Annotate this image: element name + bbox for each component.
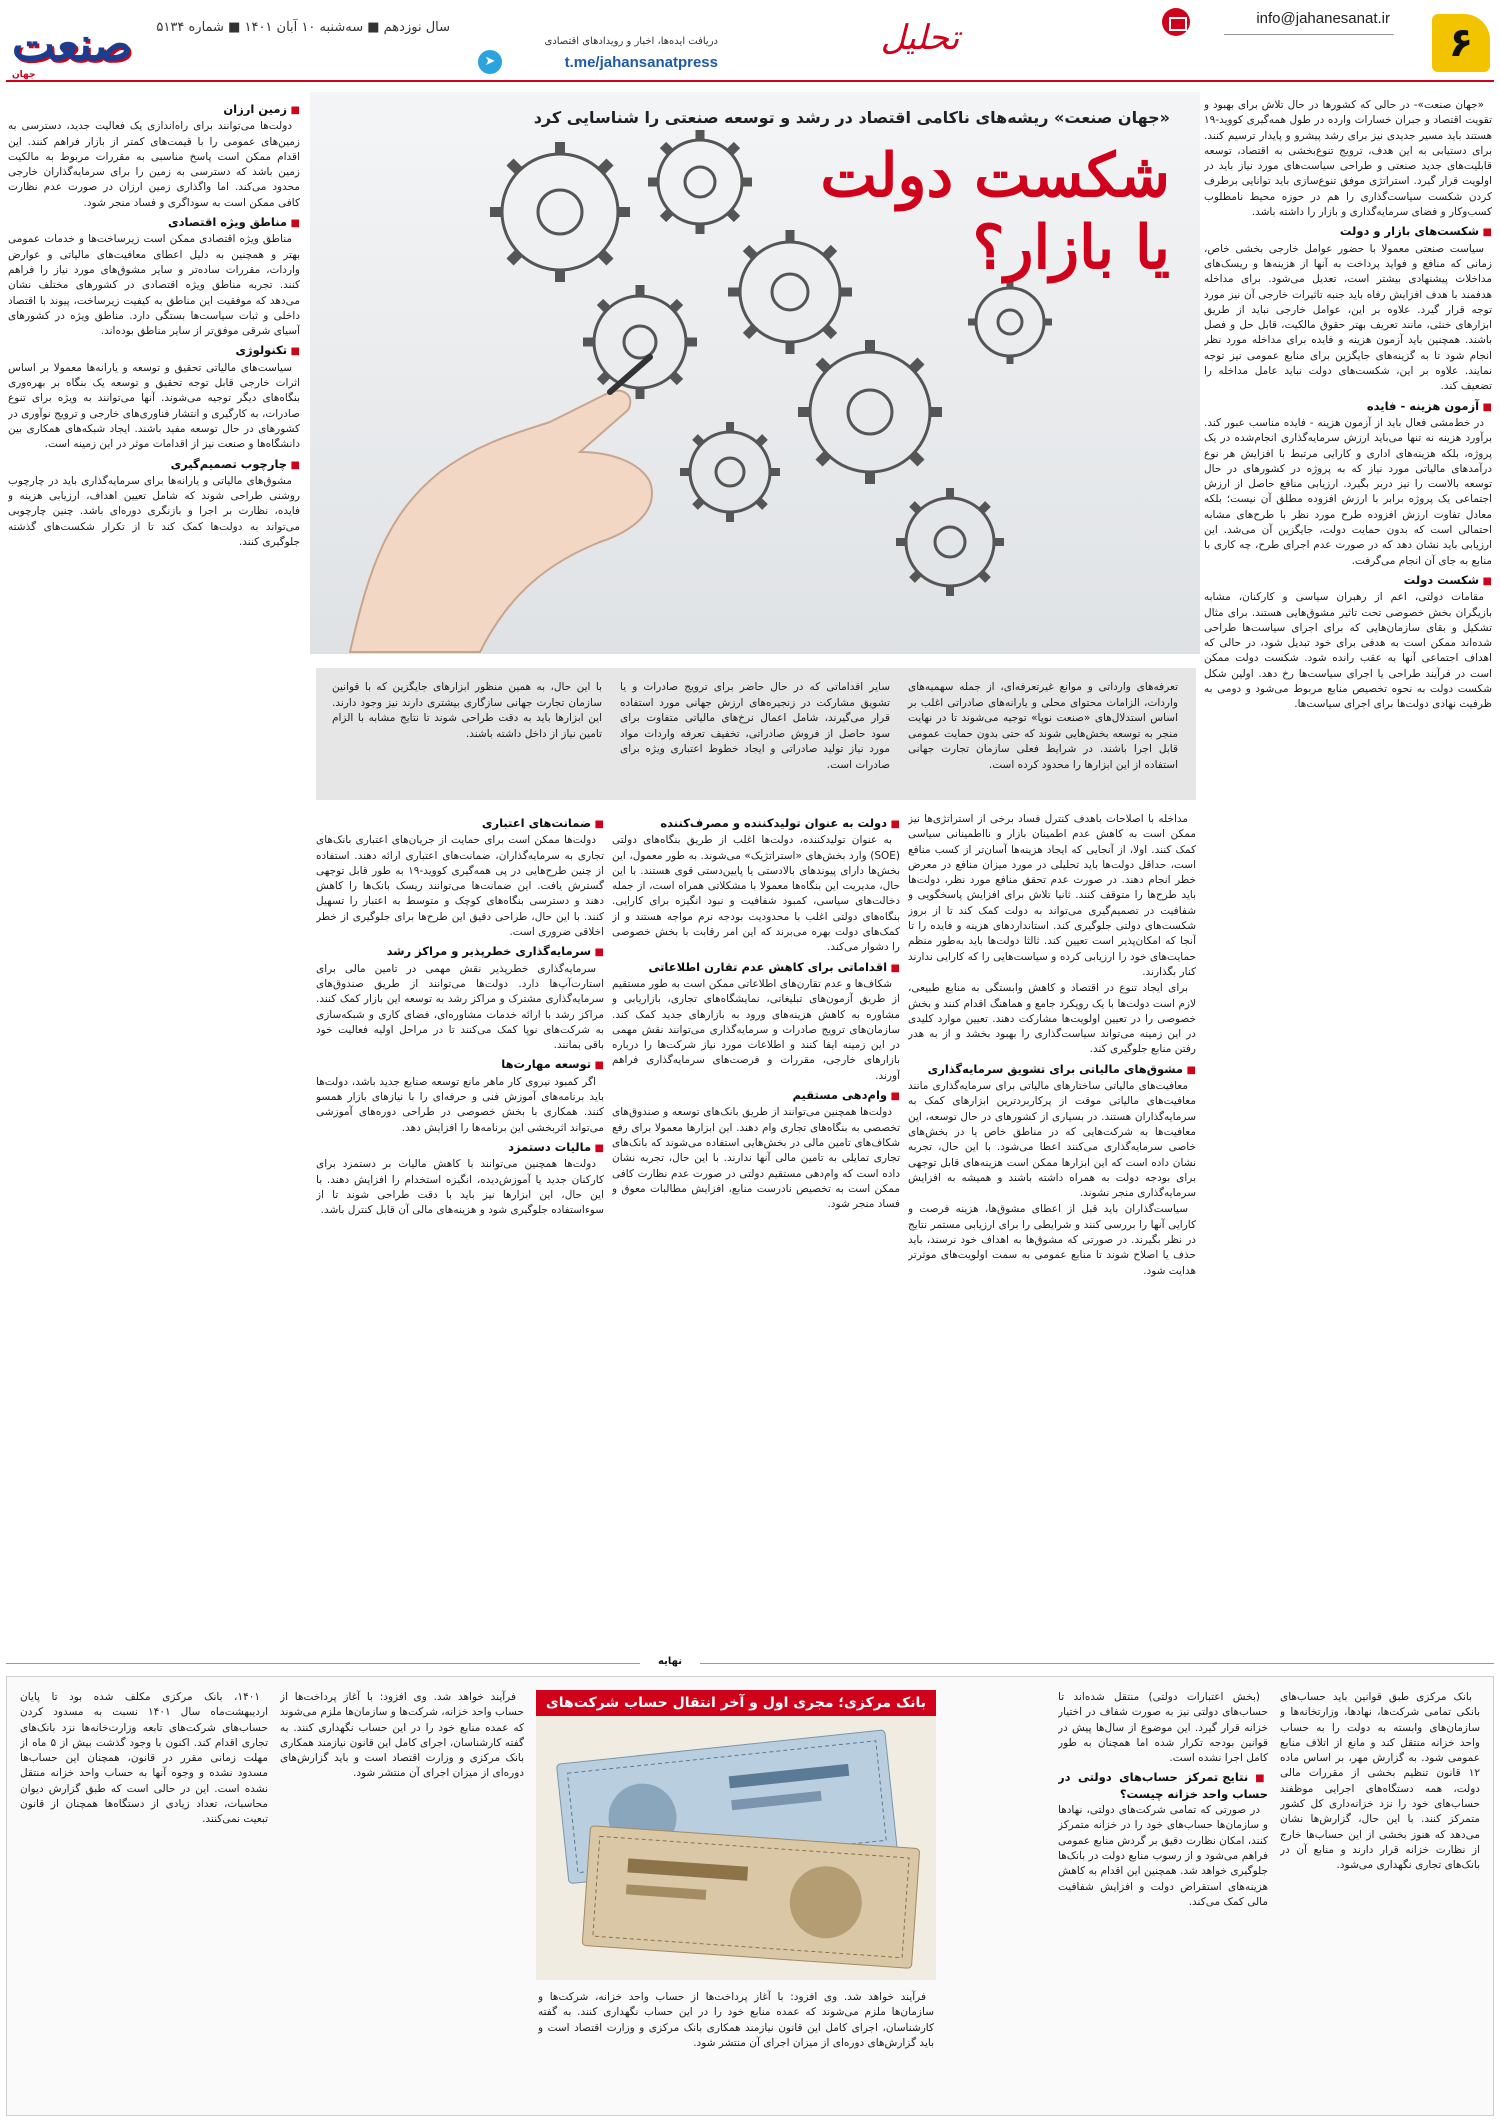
paragraph: فرآیند خواهد شد. وی افزود: با آغاز پرداخت‌ها از حساب واحد خزانه، شرکت‌ها و سازمان‌ها ملزم می‌شوند که عمده منابع خود را در این حساب نگهداری کنند. به گفته کارشناسان، اجرای کامل این قانون نیازمند همکاری بانک مرکزی و وزارت اقتصاد است و باید گزارش‌های دوره‌ای از میزان اجرای آن منتشر شود.	[280, 1691, 524, 1780]
paragraph: مشوق‌های مالیاتی و یارانه‌ها برای سرمایه‌گذاری باید در چارچوب روشنی طراحی شوند که شامل تعیین اهداف، ارزیابی هزینه و فایده، نظارت بر اجرا و بازنگری دوره‌ای باشد. چنین چارچوبی می‌تواند به دولت‌ها کمک کند تا از تکرار شکست‌های گذشته جلوگیری کنند.	[8, 474, 300, 549]
paragraph: اگر کمبود نیروی کار ماهر مانع توسعه صنایع جدید باشد، دولت‌ها باید برنامه‌های آموزش فنی و حرفه‌ای را با نیازهای بازار همسو کنند. همکاری با بخش خصوصی در طراحی دوره‌های آموزشی می‌تواند اثربخشی این برنامه‌ها را افزایش دهد.	[316, 1075, 604, 1134]
headline-line-1: شکست دولت	[820, 141, 1170, 211]
subheading: ■ آزمون هزینه - فایده	[1204, 399, 1492, 415]
paragraph: سیاست صنعتی معمولا با حضور عوامل خارجی بخشی خاص، زمانی که منافع و فواید پرداخت به آنها از هزینه‌ها و ریسک‌های مداخلات پیشنهادی بیشتر است، تعدیل می‌شود. برای مداخله هدفمند با هدف افزایش رفاه باید جنبه تاثیرات خارجی آن نیز مورد توجه قرار گیرد. علاوه بر این، عوامل خارجی نباید از طریق ابزارهای خنثی، مانند تعریف بهتر حقوق مالکیت، قابل حل و فصل باشند. همچنین باید آزمون هزینه و فایده برای مداخله مورد نظر انجام شود تا به گزینه‌های جایگزین برای منابع عمومی نیز توجه نمایند. علاوه بر این، شکست‌های دولت نباید عامل مداخله را تضعیف کند.	[1204, 242, 1492, 393]
paragraph: سیاست‌گذاران باید قبل از اعطای مشوق‌ها، هزینه فرصت و کارایی آنها را بررسی کنند و شرایطی را برای ارزیابی مستمر نتایج در نظر بگیرند. در صورتی که مشوق‌ها به اهداف خود نرسند، باید حذف یا اصلاح شوند تا منابع عمومی به سمت اولویت‌های موثرتر هدایت شود.	[908, 1203, 1196, 1277]
article-column-5	[8, 98, 300, 1646]
paragraph: «جهان صنعت»- در حالی که کشورها در حال تلاش برای بهبود و تقویت اقتصاد و جبران خسارات وارده در طول همه‌گیری کووید-۱۹ هستند باید مسیر جدیدی نیز برای رشد پیشرو و پایدار ترسیم کنند. برای دستیابی به این هدف، ترویج تنوع‌بخشی به اقتصاد، توسعه قابلیت‌های جدید صنعتی و طراحی سیاست‌های مورد نیاز باید در اولویت قرار گیرد. استراتژی موفق تنوع‌سازی باید توانایی برطرف کردن شکست سیاست‌گذاری را هم در حوزه محیط نامطلوب کسب‌وکار و فضای سرمایه‌گذاری و بازار را داشته باشد.	[1204, 99, 1492, 219]
paragraph: دولت‌ها می‌توانند برای راه‌اندازی یک فعالیت جدید، دسترسی به زمین‌های عمومی را با قیمت‌های کمتر از بازار فراهم کنند. این اقدام ممکن است پاسخ مناسبی به مقررات مربوط به مالکیت زمین باشد که دسترسی به زمین را برای سرمایه‌گذاران خارجی محدود می‌کند. اما واگذاری زمین ارزان در صورت عدم نظارت کافی ممکن است به سوداگری و فساد منجر شود.	[8, 120, 300, 209]
newspaper-logo	[8, 16, 136, 80]
subheading: ■ تکنولوژی	[8, 343, 300, 359]
subheading: ■ ضمانت‌های اعتباری	[316, 816, 604, 832]
related-column-5	[20, 1690, 268, 2106]
issue-info: سال نوزدهم ■ سه‌شنبه ۱۰ آبان ۱۴۰۱ ■ شماره ۵۱۳۴	[156, 20, 450, 35]
article-column-2	[908, 812, 1196, 1646]
logo-text: صنعت	[11, 17, 133, 71]
header-rule	[6, 80, 1494, 82]
subheading: ■ نتایج تمرکز حساب‌های دولتی در حساب واحد خزانه چیست؟	[1058, 1770, 1268, 1802]
feature-image	[310, 92, 1200, 654]
subheading: ■ دولت به عنوان تولیدکننده و مصرف‌کننده	[612, 816, 900, 832]
paragraph: دولت‌ها ممکن است برای حمایت از جریان‌های اعتباری بانک‌های تجاری به سرمایه‌گذاران، ضمانت‌های اعتباری ارائه دهند. استفاده از چنین طرح‌هایی در پی همه‌گیری کووید-۱۹ به طور قابل توجهی گسترش یافت. این ضمانت‌ها می‌توانند ریسک بانک‌ها را کاهش دهند و دسترسی بنگاه‌های کوچک و متوسط به اعتبار را تسهیل کنند. با این حال، طراحی دقیق این طرح‌ها برای جلوگیری از خطر اخلاقی ضروری است.	[316, 834, 604, 939]
caption-col-1: تعرفه‌های وارداتی و موانع غیرتعرفه‌ای، از جمله سهمیه‌های واردات، الزامات محتوای محلی و یارانه‌های صادراتی اغلب بر اساس استدلال‌های «صنعت نوپا» توجیه می‌شوند تا در نهایت منجر به توسعه بخش‌هایی شوند که حتی بدون حمایت عمومی قابل اجرا باشند. در شرایط فعلی سازمان تجارت جهانی استفاده از این ابزارها را محدود کرده است.	[908, 681, 1178, 771]
subheading: ■ مشوق‌های مالیاتی برای تشویق سرمایه‌گذاری	[908, 1062, 1196, 1078]
paragraph: شکاف‌ها و عدم تقارن‌های اطلاعاتی ممکن است به طور مستقیم از طریق آزمون‌های تبلیغاتی، نمایشگاه‌های تجاری، بازاریابی و مشاوره به کاهش هزینه‌های ورود به بازارهای جدید کمک کند. سازمان‌های ترویج صادرات و سرمایه‌گذاری می‌توانند نقش مهمی در این زمینه ایفا کنند و اطلاعات مورد نیاز شرکت‌ها را درباره بازارهای خارجی، مقررات و فرصت‌های سرمایه‌گذاری فراهم آورند.	[612, 977, 900, 1082]
paragraph: در خط‌مشی فعال باید از آزمون هزینه - فایده مناسب عبور کند. برآورد هزینه نه تنها می‌باید ارزش سرمایه‌گذاری انجام‌شده در یک پروژه، بلکه هزینه‌های اداری و کارایی مرتبط با افزایش هر نوع درآمدهای مالیاتی مورد نیاز که به پروژه در کشورهای در حال توسعه بالاست را نیز دربر بگیرد. ارزیابی منافع حاصل از ارزش اجتماعی یک پروژه برابر با ارزش افزوده مطلق آن نیست؛ بلکه معادل تفاوت ارزش افزوده طرح مورد نظر با طرح‌های مشابه احتمالی است که بدون حمایت دولت، جایگزین آن می‌شد. این ارزیابی باید نشان دهد که در صورت عدم اجرای طرح، چه کاری با منابع به جای آن انجام می‌گرفت.	[1204, 416, 1492, 567]
subheading: ■ اقداماتی برای کاهش عدم تقارن اطلاعاتی	[612, 960, 900, 976]
logo-subtext: جهان	[12, 70, 36, 80]
page-header	[0, 0, 1500, 86]
email-address[interactable]: info@jahanesanat.ir	[1256, 10, 1390, 27]
paragraph: سیاست‌های مالیاتی تحقیق و توسعه و یارانه‌ها معمولا بر اساس اثرات خارجی قابل توجه تحقیق و توسعه یک بنگاه بر بهره‌وری بنگاه‌های دیگر توجیه می‌شوند. آنها می‌توانند به ویژه برای تنوع صادرات، به کارگیری و انتشار فناوری‌های خارجی و ترویج نوآوری در کشورهای در حال توسعه مفید باشند. ایجاد شبکه‌های همکاری بین دانشگاه‌ها و صنعت نیز از اقدامات موثر در این زمینه است.	[8, 361, 300, 451]
subheading: ■ مناطق ویژه اقتصادی	[8, 215, 300, 231]
headline-line-2: یا بازار؟	[972, 213, 1170, 283]
article-column-4	[316, 812, 604, 1646]
paragraph: مداخله با اصلاحات باهدف کنترل فساد برخی از استراتژی‌ها نیز ممکن است به کاهش عدم اطمینان بازار و نااطمینانی سیاسی کمک کنند. اولا، از آنجایی که ایجاد هزینه‌ها آسان‌تر از کسب منافع است، حداقل دولت‌ها باید تحلیلی در مورد میزان منافع در معرض خطر انجام دهند. در صورت عدم تحقق منافع مورد نظر، دولت‌ها باید طرح‌ها را متوقف کنند. ثانیا تلاش برای افزایش پاسخگویی و شفافیت در تصمیم‌گیری می‌تواند به دولت کمک کند تا از بروز شکست‌های دولتی جلوگیری کند. استانداردهای هزینه و فایده را تا آنجا که امکان‌پذیر است تعیین کند. ثالثا دولت‌ها باید به‌طور منظم حمایت‌های خود را ارزیابی کرده و سیاست‌هایی را که کارایی ندارند کنار بگذارند.	[908, 813, 1196, 978]
subheading: ■ وام‌دهی مستقیم	[612, 1088, 900, 1104]
telegram-icon: ➤	[478, 50, 502, 74]
article-column-3	[612, 812, 900, 1646]
caption-col-2: سایر اقداماتی که در حال حاضر برای ترویج صادرات و یا تشویق مشارکت در زنجیره‌های ارزش جهانی مورد استفاده قرار می‌گیرند، شامل اعمال نرخ‌های مالیاتی متفاوت برای سود حاصل از فروش صادراتی، تخفیف تعرفه واردات مواد مورد نیاز تولید صادراتی و ایجاد خطوط اعتباری ویژه برای صادرات است.	[620, 681, 890, 771]
paragraph: فرآیند خواهد شد. وی افزود: با آغاز پرداخت‌ها از حساب واحد خزانه، شرکت‌ها و سازمان‌ها ملزم می‌شوند که عمده منابع خود را در این حساب نگهداری کنند. به گفته کارشناسان، اجرای کامل این قانون نیازمند همکاری بانک مرکزی و وزارت اقتصاد است و باید گزارش‌های دوره‌ای از میزان اجرای آن منتشر شود.	[538, 1991, 934, 2049]
paragraph: به عنوان تولیدکننده، دولت‌ها اغلب از طریق بنگاه‌های دولتی (SOE) وارد بخش‌های «استراتژیک» می‌شوند. به طور معمول، این بخش‌ها دارای پیوندهای بالادستی یا پایین‌دستی قوی هستند. با این حال، مدیریت این بنگاه‌ها معمولا با مشکلاتی همراه است، از جمله دخالت‌های سیاسی، کمبود شفافیت و نبود انگیزه برای کارایی. بنگاه‌های دولتی اغلب با محدودیت بودجه نرم مواجه هستند و از کمک‌های دولت بهره می‌برند که این امر رقابت با بخش خصوصی را دشوار می‌کند.	[612, 834, 900, 954]
related-column-3	[538, 1990, 934, 2106]
paragraph: معافیت‌های مالیاتی ساختارهای مالیاتی برای سرمایه‌گذاری مانند معافیت‌های مالیاتی موقت از پرکاربردترین ابزارهای کمک به سرمایه‌گذاران هستند. در بسیاری از کشورهای در حال توسعه، این معافیت‌ها به شرکت‌هایی که در مناطق خاص یا در بخش‌های خاصی سرمایه‌گذاری می‌کنند اعطا می‌شود. با این حال، تجربه نشان داده است که این ابزارها ممکن است هزینه‌های قابل توجهی برای بودجه دولت به همراه داشته باشند و همیشه به افزایش سرمایه‌گذاری منجر نشوند.	[908, 1080, 1196, 1200]
related-column-4	[280, 1690, 524, 2106]
paragraph: سرمایه‌گذاری خطرپذیر نقش مهمی در تامین مالی برای استارت‌آپ‌ها دارد. دولت‌ها می‌توانند از طریق صندوق‌های سرمایه‌گذاری مشترک و مراکز رشد به توسعه این بازار کمک کنند. مراکز رشد با ارائه خدمات مشاوره‌ای، فضای کاری و شبکه‌سازی به شرکت‌های نوپا کمک می‌کنند تا در مراحل اولیه فعالیت خود باقی بمانند.	[316, 962, 604, 1052]
subheading: ■ زمین ارزان	[8, 102, 300, 118]
related-photo	[536, 1690, 936, 1980]
article-column-1	[1204, 98, 1492, 1646]
paragraph: مقامات دولتی، اعم از رهبران سیاسی و کارکنان، مشابه بازیگران بخش خصوصی تحت تاثیر مشوق‌هایی هستند. برای مثال تشکیل و بقای سازمان‌هایی که برای اجرای سیاست‌ها طراحی شده‌اند ممکن است به هدفی برای خود تبدیل شود، در حالی که اهداف اجتماعی آنها به عقب رانده شود. شکست دولت ممکن است در فرآیند طراحی یا اجرای سیاست‌ها رخ دهد. اولین شکل شکست دولت به نحوه تخصیص منابع مربوط می‌شود و دومی به ظرفیت نهادی دولت‌ها برای اجرای سیاست‌ها.	[1204, 591, 1492, 711]
subheading: ■ شکست‌های بازار و دولت	[1204, 224, 1492, 240]
banknotes-image-icon	[536, 1716, 936, 1980]
subheading: ■ توسعه مهارت‌ها	[316, 1057, 604, 1073]
article-kicker: «جهان صنعت» ریشه‌های ناکامی اقتصاد در رشد و توسعه صنعتی را شناسایی کرد	[533, 108, 1170, 127]
paragraph: بانک مرکزی طبق قوانین باید حساب‌های بانکی تمامی شرکت‌ها، نهادها، وزارتخانه‌ها و سازمان‌های وابسته به دولت را به حساب واحد خزانه منتقل کند و مانع از اتلاف منابع عمومی شود. به گزارش مهر، بر اساس ماده ۱۲ قانون تنظیم بخشی از مقررات مالی دولت، همه دستگاه‌های اجرایی موظفند حساب‌های خود را نزد خزانه‌داری کل کشور متمرکز کنند. با این حال، گزارش‌ها نشان می‌دهد که هنوز بخشی از این حساب‌ها خارج از نظارت خزانه قرار دارند و منابع آن در بانک‌های تجاری نگهداری می‌شود.	[1280, 1691, 1480, 1872]
paragraph: دولت‌ها همچنین می‌توانند با کاهش مالیات بر دستمزد برای کارکنان جدید یا آموزش‌دیده، انگیزه استخدام را افزایش دهند. با این حال، این ابزارها نیز باید با دقت طراحی شوند تا از سوءاستفاده جلوگیری شود و هزینه‌های مالی آن قابل کنترل باشد.	[316, 1158, 604, 1217]
end-label: نهایه	[640, 1656, 700, 1667]
telegram-text: دریافت ایده‌ها، اخبار و رویدادهای اقتصادی	[544, 36, 718, 47]
email-underline	[1224, 34, 1394, 35]
subheading: ■ شکست دولت	[1204, 573, 1492, 589]
related-photo-title: بانک مرکزی؛ مجری اول و آخر انتقال حساب شرکت‌های	[536, 1690, 936, 1716]
subheading: ■ سرمایه‌گذاری خطرپذیر و مراکز رشد	[316, 944, 604, 960]
paragraph: دولت‌ها همچنین می‌توانند از طریق بانک‌های توسعه و صندوق‌های تخصصی به بنگاه‌های تجاری وام دهند. این ابزارها معمولا برای رفع شکاف‌های تامین مالی در بخش‌هایی استفاده می‌شوند که بانک‌های تجاری تمایلی به تامین مالی آنها ندارند. با این حال، تجربه نشان داده است که وام‌دهی مستقیم دولتی در صورت عدم نظارت کافی ممکن است به تخصیص نادرست منابع، افزایش مطالبات معوق و فساد منجر شود.	[612, 1106, 900, 1211]
caption-col-3: با این حال، به همین منظور ابزارهای جایگزین که با قوانین سازمان تجارت جهانی سازگاری بیشتری دارند نیز وجود دارند. این ابزارها باید به دقت طراحی شوند تا نتایج مشابه با الزام تامین نیاز از داخل داشته باشند.	[332, 681, 602, 740]
paragraph: در صورتی که تمامی شرکت‌های دولتی، نهادها و سازمان‌ها حساب‌های خود را در خزانه متمرکز کنند، امکان نظارت دقیق بر گردش منابع عمومی فراهم می‌شود و از رسوب منابع دولت در بانک‌ها جلوگیری خواهد شد. همچنین این اقدام به کاهش هزینه‌های استقراض دولت و افزایش شفافیت مالی کمک می‌کند.	[1058, 1804, 1268, 1908]
subheading: ■ مالیات دستمزد	[316, 1140, 604, 1156]
end-divider	[6, 1663, 1494, 1664]
telegram-box[interactable]	[478, 36, 718, 76]
paragraph: مناطق ویژه اقتصادی ممکن است زیرساخت‌ها و خدمات عمومی بهتر و همچنین به دلیل اعطای معافیت‌های مالیاتی و عوارض واردات، مقررات ساده‌تر و سایر مشوق‌های مورد نیاز را فراهم کنند. تجربه مناطق ویژه اقتصادی در کشورهای مختلف نشان می‌دهد که موفقیت این مناطق به کیفیت زیرساخت، پیوند با اقتصاد داخلی و ثبات سیاست‌ها بستگی دارد. مناطق ویژه در کشورهای آسیای شرقی موفق‌تر از سایر مناطق بوده‌اند.	[8, 233, 300, 338]
caption-box	[316, 668, 1196, 800]
paragraph: (بخش اعتبارات دولتی) منتقل شده‌اند تا حساب‌های دولتی نیز به صورت شفاف در اختیار خزانه قرار گیرد. این موضوع از سال‌ها پیش در قوانین بودجه تکرار شده اما همچنان به طور کامل اجرا نشده است.	[1058, 1691, 1268, 1765]
telegram-link[interactable]: t.me/jahansanatpress	[564, 54, 718, 71]
related-column-2	[1058, 1690, 1268, 2106]
section-title: تحلیل	[880, 18, 960, 58]
subheading: ■ چارچوب تصمیم‌گیری	[8, 457, 300, 473]
article-headline	[790, 140, 1170, 284]
email-icon	[1162, 8, 1190, 36]
paragraph: ۱۴۰۱، بانک مرکزی مکلف شده بود تا پایان اردیبهشت‌ماه سال ۱۴۰۱ نسبت به مسدود کردن حساب‌های شرکت‌های تابعه وزارت‌خانه‌ها نزد بانک‌های تجاری اقدام کند. اکنون با وجود گذشت بیش از ۵ ماه از مهلت زمانی مقرر در قانون، همچنان این حساب‌ها مسدود نشده و وجوه آنها به حساب واحد خزانه منتقل نشده است. این در حالی است که طبق گزارش دیوان محاسبات، تعداد زیادی از دستگاه‌ها همچنان از قانون تبعیت نمی‌کنند.	[20, 1691, 268, 1826]
related-column-1	[1280, 1690, 1480, 2106]
page-number: ۶	[1432, 14, 1490, 72]
paragraph: برای ایجاد تنوع در اقتصاد و کاهش وابستگی به منابع طبیعی، لازم است دولت‌ها با یک رویکرد جامع و هماهنگ اقدام کنند و بخش خصوصی را در تعیین اولویت‌ها مشارکت دهند. تعیین موارد کلیدی در این زمینه می‌تواند سیاست‌گذاری را بهبود بخشد و از به هدر رفتن منابع جلوگیری کند.	[908, 982, 1196, 1056]
